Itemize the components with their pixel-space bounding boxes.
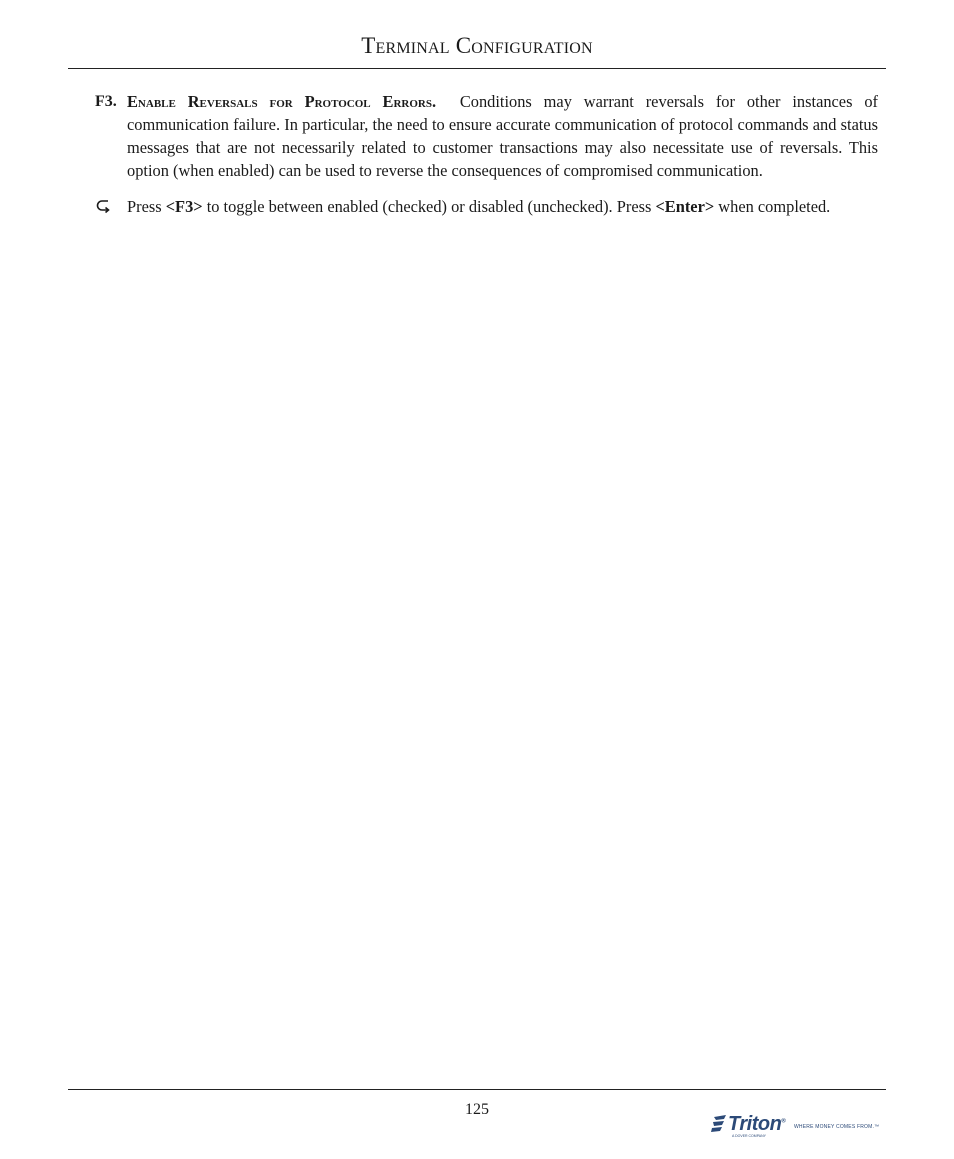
triton-swoosh-icon: [710, 1113, 728, 1135]
item-body: Conditions may warrant reversals for other instances of communication failure. In particular, the need to ensure accurate communication of protocol commands and status messages that are not necessarily related to customer transactions may also necessitate use of reversals. This option (when enabled) can be used to reverse the consequences of compromised communication.: [127, 92, 878, 180]
page-title: Terminal Configuration: [361, 33, 593, 58]
page-header: [68, 30, 886, 69]
instruction-text-3: when completed.: [714, 197, 831, 216]
item-label: F3.: [95, 93, 117, 110]
item-heading: Enable Reversals for Protocol Errors.: [127, 92, 437, 111]
key-f3: <F3>: [165, 197, 203, 216]
instruction-text-2: to toggle between enabled (checked) or disabled (unchecked). Press: [202, 197, 656, 216]
instruction-step: [68, 195, 886, 219]
config-item-f3: [68, 90, 886, 182]
page-footer: [68, 1089, 886, 1150]
page-number: 125: [465, 1101, 489, 1118]
logo-tagline: WHERE MONEY COMES FROM.™: [794, 1124, 880, 1130]
main-content: [68, 90, 886, 219]
arrow-bullet-icon: [95, 198, 111, 214]
triton-logo: [710, 1112, 880, 1140]
logo-wordmark: Triton®: [728, 1113, 786, 1135]
instruction-text-1: Press: [127, 197, 166, 216]
logo-subtext: A DOVER COMPANY: [732, 1134, 766, 1138]
key-enter: <Enter>: [655, 197, 715, 216]
